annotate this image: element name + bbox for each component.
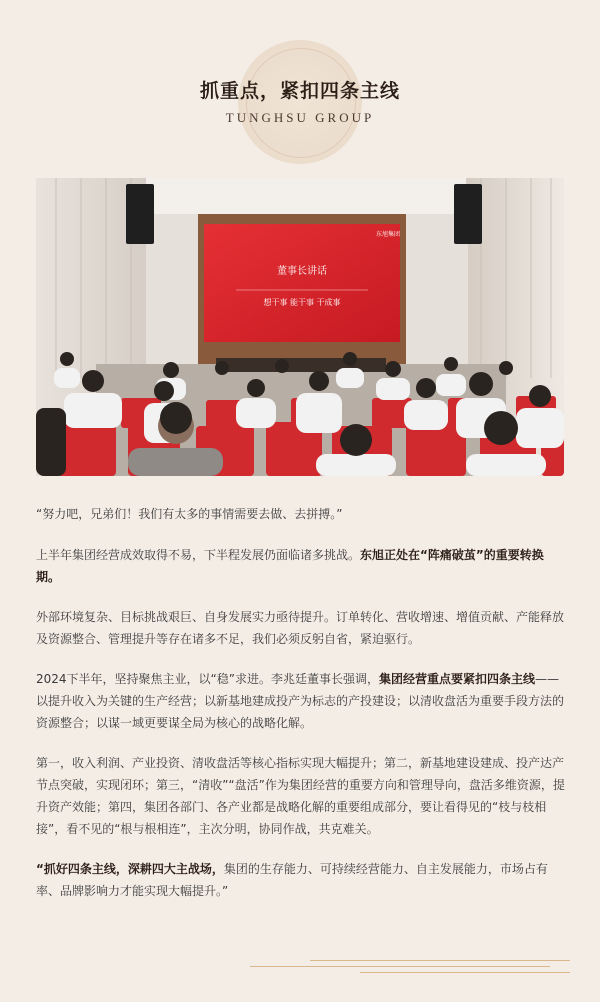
paragraph-6 (36, 858, 566, 902)
screen-slogan: 想干事 能干事 干成事 (263, 298, 341, 307)
paragraph-4 (36, 668, 566, 734)
paragraph-2-text: 上半年集团经营成效取得不易，下半程发展仍面临诸多挑战。 (36, 548, 361, 562)
paragraph-4-text-a: 2024下半年，坚持聚焦主业，以“稳”求进。李兆廷董事长强调， (36, 672, 379, 686)
article-header (0, 0, 600, 170)
section-title: 抓重点，紧扣四条主线 (199, 80, 400, 102)
paragraph-2 (36, 544, 566, 588)
paragraph-3: 外部环境复杂、目标挑战艰巨、自身发展实力亟待提升。订单转化、营收增速、增值贡献、产能释放及资源整合、管理提升等存在诸多不足，我们必须反躬自省，紧迫驱行。 (36, 610, 565, 646)
paragraph-6-text: 集团的生存能力、可持续经营能力、自主发展能力，市场占有率、品牌影响力才能实现大幅提升。” (36, 862, 548, 898)
paragraph-4-bold: 集团经营重点要紧扣四条主线 (378, 672, 535, 686)
paragraph-5: 第一，收入利润、产业投资、清收盘活等核心指标实现大幅提升；第二，新基地建设建成、投产达产节点突破，实现闭环；第三，“清收”“盘活”作为集团经营的重要方向和管理导向，盘活多维资源，提升资产效能；第四，集团各部门、各产业都是战略化解的重要组成部分，要让看得见的“枝与枝相接”，看不见的“根与根相连”，主次分明，协同作战，共克难关。 (36, 756, 565, 836)
article-body (36, 503, 566, 920)
screen-logo: 东旭集团 (376, 231, 401, 238)
paragraph-6-bold: “抓好四条主线，深耕四大主战场， (36, 862, 224, 876)
screen-title: 董事长讲话 (277, 266, 327, 277)
meeting-photo (36, 178, 564, 476)
decorative-circle-ring (246, 48, 356, 158)
brand-subtitle: TUNGHSU GROUP (225, 110, 375, 125)
footer-decoration (250, 956, 570, 976)
presentation-screen (204, 224, 400, 342)
paragraph-2-bold: 东旭正处在“阵痛破茧”的重要转换期。 (36, 548, 544, 584)
paragraph-4-text-c: ——以提升收入为关键的生产经营；以新基地建成投产为标志的产投建设；以清收盘活为重要手段方法的资源整合；以谋一域更要谋全局为核心的战略化解。 (36, 672, 565, 730)
quote-paragraph: “努力吧，兄弟们！我们有太多的事情需要去做、去拼搏。” (36, 507, 343, 521)
